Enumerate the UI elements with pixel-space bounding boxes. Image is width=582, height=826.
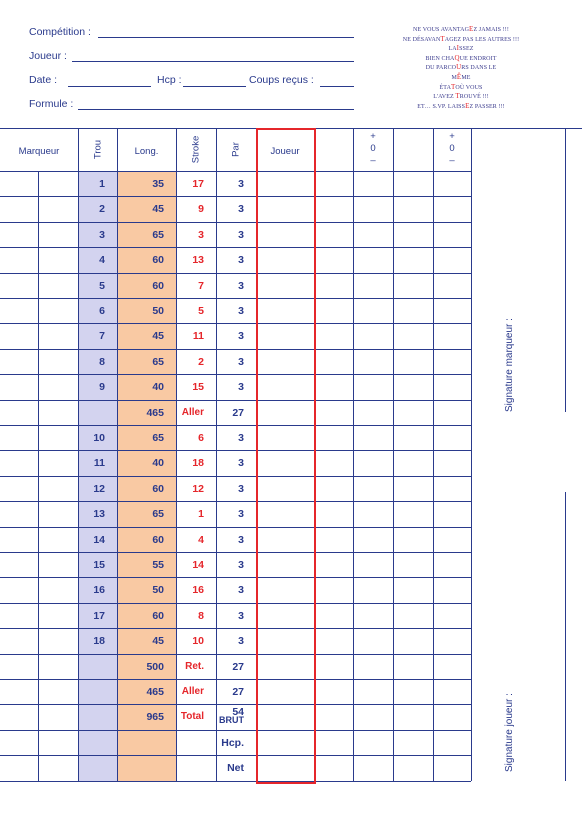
row-line <box>0 552 471 553</box>
hole-length: 65 <box>152 508 164 521</box>
out-total-length: 465 <box>146 406 164 419</box>
header-zero: 0 <box>449 143 455 154</box>
row-line <box>0 781 471 782</box>
row-line <box>0 374 471 375</box>
hole-length: 45 <box>152 203 164 216</box>
hole-par: 3 <box>238 584 244 597</box>
hole-par: 3 <box>238 635 244 648</box>
date-label: Date : <box>29 74 58 86</box>
motto-line: LAISSEZ <box>448 44 474 53</box>
hole-number: 14 <box>93 533 105 546</box>
player-label: Joueur : <box>29 50 67 62</box>
summary-length: 500 <box>146 660 164 673</box>
row-line <box>0 273 471 274</box>
hole-number: 15 <box>93 559 105 571</box>
stroke-index: 15 <box>192 381 204 394</box>
hole-length: 65 <box>152 355 164 368</box>
hole-length: 35 <box>152 178 164 190</box>
motto-line: MÊME <box>451 72 471 81</box>
header-stroke: Stroke <box>190 135 202 164</box>
hole-par: 3 <box>238 305 244 317</box>
header-player: Joueur <box>270 146 300 157</box>
summary-par: Net <box>227 762 244 775</box>
motto-highlight-letter: E <box>469 25 474 33</box>
hole-length: 40 <box>152 381 164 394</box>
hole-par: 3 <box>238 609 244 622</box>
stroke-index: 6 <box>198 432 204 444</box>
hole-number: 5 <box>99 279 105 292</box>
hole-length: 50 <box>152 305 164 317</box>
hole-length: 55 <box>152 559 164 571</box>
stroke-index: 14 <box>192 559 204 571</box>
header-length: Long. <box>134 146 159 157</box>
hole-par: 3 <box>238 279 244 292</box>
player-column-frame <box>256 128 316 784</box>
row-line <box>0 349 471 350</box>
hole-length: 60 <box>152 279 164 292</box>
row-line <box>0 400 471 401</box>
hole-number: 16 <box>93 584 105 597</box>
row-line <box>0 450 471 451</box>
summary-par: 27 <box>232 660 244 673</box>
row-line <box>0 476 471 477</box>
out-total-label: Aller <box>181 406 204 418</box>
row-line <box>0 654 471 655</box>
motto-line: DU PARCOURS DANS LE <box>425 63 497 72</box>
header-plus: + <box>370 131 376 142</box>
hole-number: 4 <box>99 254 105 267</box>
col-line <box>78 128 79 781</box>
hole-par: 3 <box>238 381 244 394</box>
hole-par: 3 <box>238 330 244 343</box>
hole-number: 9 <box>99 381 105 394</box>
hole-par: 3 <box>238 178 244 190</box>
stroke-index: 18 <box>192 457 204 470</box>
hole-par: 3 <box>238 508 244 521</box>
motto-highlight-letter: Ê <box>456 72 462 81</box>
row-line <box>0 527 471 528</box>
row-line <box>0 323 471 324</box>
hole-length: 50 <box>152 584 164 597</box>
header-minus: – <box>449 155 455 166</box>
stroke-index: 10 <box>192 635 204 648</box>
summary-par: 27 <box>232 686 244 698</box>
hole-par: 3 <box>238 533 244 546</box>
hole-length: 40 <box>152 457 164 470</box>
header-plus: + <box>449 131 455 142</box>
motto-highlight-letter: Q <box>454 53 460 62</box>
hole-par: 3 <box>238 355 244 368</box>
out-total-par: 27 <box>232 406 244 419</box>
hole-length: 65 <box>152 432 164 444</box>
header-marker: Marqueur <box>18 146 60 157</box>
stroke-index: 8 <box>198 609 204 622</box>
competition-label: Compétition : <box>29 26 91 38</box>
stroke-index: 4 <box>198 533 204 546</box>
hole-length: 60 <box>152 482 164 495</box>
hole-number: 7 <box>99 330 105 343</box>
motto-highlight-letter: U <box>456 63 462 72</box>
row-line <box>0 501 471 502</box>
hole-par: 3 <box>238 203 244 216</box>
etiquette-motto <box>378 25 544 111</box>
row-line <box>0 755 471 756</box>
signature-marker-border <box>565 128 566 412</box>
hole-length: 65 <box>152 228 164 241</box>
motto-line: ÉTATOÙ VOUS <box>439 82 483 91</box>
stroke-index: 13 <box>192 254 204 267</box>
summary-par: 54 <box>232 706 244 719</box>
row-line <box>0 704 471 705</box>
hole-length: 60 <box>152 533 164 546</box>
col-line <box>353 128 354 781</box>
hole-par: 3 <box>238 457 244 470</box>
hole-number: 3 <box>99 228 105 241</box>
hole-par: 3 <box>238 228 244 241</box>
hcp-field[interactable] <box>183 86 246 87</box>
stroke-index: 17 <box>192 178 204 190</box>
stroke-index: 3 <box>198 228 204 241</box>
motto-line: NE VOUS AVANTAGEZ JAMAIS !!! <box>413 25 509 33</box>
strokes-received-field[interactable] <box>320 86 354 87</box>
stroke-index: 7 <box>198 279 204 292</box>
signature-marker-label: Signature marqueur : <box>504 318 515 412</box>
stroke-index: 5 <box>198 305 204 317</box>
motto-highlight-letter: E <box>465 101 470 110</box>
motto-line: L'AVEZ TROUVÉ !!! <box>433 92 489 101</box>
competition-field[interactable] <box>98 37 354 38</box>
stroke-index: 16 <box>192 584 204 597</box>
motto-line: BIEN CHAQUE ENDROIT <box>425 53 497 62</box>
player-field[interactable] <box>72 61 354 62</box>
hole-number: 17 <box>93 609 105 622</box>
row-line <box>0 247 471 248</box>
hole-number: 18 <box>93 635 105 648</box>
row-line <box>0 628 471 629</box>
motto-highlight-letter: T <box>451 82 456 91</box>
hole-number: 13 <box>93 508 105 521</box>
stroke-index: 2 <box>198 355 204 368</box>
stroke-index: 9 <box>198 203 204 216</box>
hole-par: 3 <box>238 482 244 495</box>
motto-highlight-letter: T <box>440 34 445 43</box>
signature-player-border <box>565 492 566 781</box>
header-hole: Trou <box>92 139 103 160</box>
hole-length: 60 <box>152 254 164 267</box>
stroke-index: 12 <box>192 482 204 495</box>
hole-par: 3 <box>238 432 244 444</box>
formula-field[interactable] <box>78 109 354 110</box>
summary-par-brut: BRUT <box>219 715 244 726</box>
summary-label: Total <box>180 711 204 723</box>
hole-length: 45 <box>152 635 164 648</box>
row-line <box>0 196 471 197</box>
motto-highlight-letter: I <box>456 44 460 53</box>
col-line <box>176 128 177 781</box>
summary-label: Ret. <box>185 660 204 672</box>
hole-number: 8 <box>99 355 105 368</box>
row-line <box>0 730 471 731</box>
hole-number: 6 <box>99 305 105 317</box>
header-bottom-line <box>0 171 471 172</box>
signature-player-label: Signature joueur : <box>504 693 515 772</box>
hole-number: 2 <box>99 203 105 216</box>
motto-line: ET… S.VP. LAISSEZ PASSER !!! <box>417 101 505 110</box>
col-line <box>216 128 217 781</box>
header-par: Par <box>230 142 242 157</box>
col-line <box>38 171 39 781</box>
stroke-index: 11 <box>192 330 204 343</box>
header-minus: – <box>370 155 376 166</box>
row-line <box>0 222 471 223</box>
row-line <box>0 679 471 680</box>
formula-label: Formule : <box>29 98 74 110</box>
stroke-index: 1 <box>198 508 204 521</box>
summary-length: 965 <box>146 711 164 724</box>
summary-label: Aller <box>181 686 204 697</box>
hole-number: 12 <box>93 482 105 495</box>
row-line <box>0 577 471 578</box>
hole-length: 45 <box>152 330 164 343</box>
col-line <box>117 128 118 781</box>
summary-length: 465 <box>146 686 164 698</box>
motto-highlight-letter: T <box>455 92 460 101</box>
hole-number: 11 <box>93 457 105 470</box>
col-line <box>471 128 472 781</box>
hole-length: 60 <box>152 609 164 622</box>
hole-number: 10 <box>93 432 105 444</box>
motto-line: NE DÉSAVANTAGEZ PAS LES AUTRES !!! <box>402 34 520 43</box>
hole-number: 1 <box>99 178 105 190</box>
row-line <box>0 425 471 426</box>
hole-par: 3 <box>238 559 244 571</box>
hcp-label: Hcp : <box>157 74 182 86</box>
strokes-received-label: Coups reçus : <box>249 74 314 86</box>
hole-par: 3 <box>238 254 244 267</box>
col-line <box>393 128 394 781</box>
header-zero: 0 <box>370 143 376 154</box>
summary-par: Hcp. <box>221 736 244 749</box>
row-line <box>0 603 471 604</box>
date-field[interactable] <box>68 86 151 87</box>
col-line <box>433 128 434 781</box>
row-line <box>0 298 471 299</box>
